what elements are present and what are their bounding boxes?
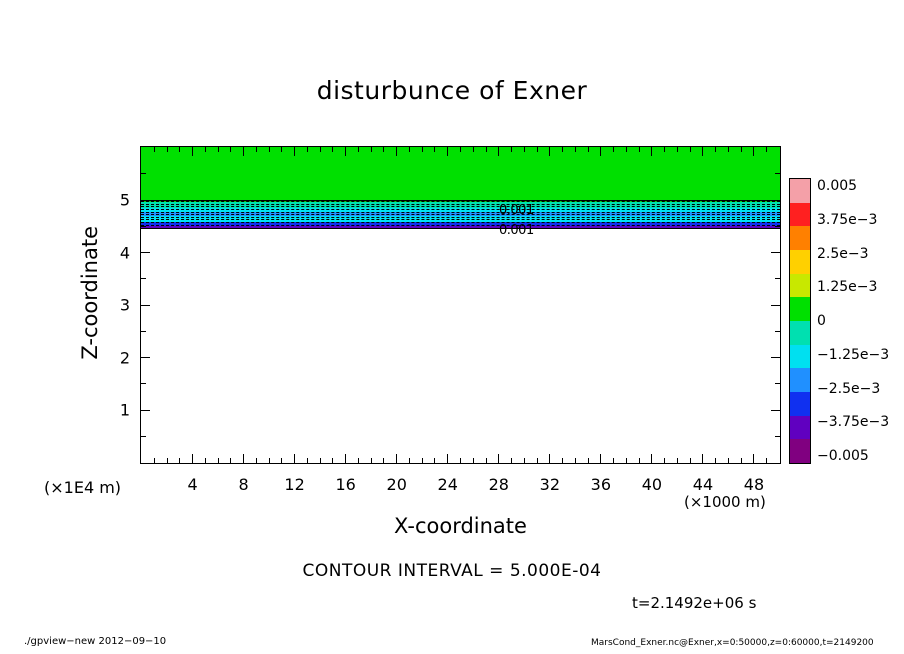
x-tick-top <box>549 147 550 156</box>
colorbar-tick-label: 2.5e−3 <box>817 245 869 262</box>
x-tick <box>537 458 538 463</box>
colorbar-cell <box>790 321 810 345</box>
chart-title: disturbunce of Exner <box>316 76 588 105</box>
x-tick <box>345 454 346 463</box>
y-tick-right <box>771 252 780 253</box>
x-tick-top <box>409 147 410 152</box>
x-tick <box>243 454 244 463</box>
x-tick <box>167 458 168 463</box>
x-tick <box>753 454 754 463</box>
x-tick <box>205 458 206 463</box>
x-tick <box>677 458 678 463</box>
colorbar-cell <box>790 179 810 203</box>
colorbar-cell <box>790 274 810 298</box>
x-tick-top <box>702 147 703 156</box>
contour-line <box>141 204 780 205</box>
x-tick <box>192 454 193 463</box>
x-tick <box>766 458 767 463</box>
x-tick <box>447 454 448 463</box>
y-tick <box>141 331 146 332</box>
x-tick-label: 28 <box>488 475 509 494</box>
x-tick <box>473 458 474 463</box>
contour-interval-text: CONTOUR INTERVAL = 5.000E-04 <box>302 561 602 581</box>
x-tick-top <box>396 147 397 156</box>
contour-label-lower: 0.001 <box>499 223 534 238</box>
colorbar-cell <box>790 203 810 227</box>
y-tick-right <box>775 331 780 332</box>
x-tick-top <box>281 147 282 152</box>
x-tick-top <box>600 147 601 156</box>
x-tick <box>702 454 703 463</box>
x-tick-top <box>741 147 742 152</box>
x-tick <box>651 454 652 463</box>
x-tick-top <box>486 147 487 152</box>
contour-line <box>141 214 780 215</box>
y-tick <box>141 410 150 411</box>
x-tick-top <box>728 147 729 152</box>
x-tick <box>256 458 257 463</box>
x-tick-top <box>218 147 219 152</box>
x-axis-title: X-coordinate <box>394 514 527 538</box>
fill-band <box>141 229 780 462</box>
colorbar-cell <box>790 392 810 416</box>
x-tick <box>613 458 614 463</box>
x-tick <box>498 454 499 463</box>
x-tick-top <box>690 147 691 152</box>
y-tick <box>141 226 146 227</box>
x-tick <box>741 458 742 463</box>
x-tick <box>524 458 525 463</box>
y-tick <box>141 436 146 437</box>
x-tick <box>269 458 270 463</box>
y-tick-right <box>775 436 780 437</box>
y-tick <box>141 357 150 358</box>
colorbar-tick-label: −0.005 <box>817 448 869 464</box>
colorbar-tick-label: −1.25e−3 <box>817 346 890 363</box>
x-tick <box>486 458 487 463</box>
x-tick-top <box>651 147 652 156</box>
x-tick-top <box>473 147 474 152</box>
x-tick-top <box>498 147 499 156</box>
y-axis-title: Z-coordinate <box>78 226 102 360</box>
x-tick <box>664 458 665 463</box>
x-tick-label: 24 <box>437 475 458 494</box>
x-tick-top <box>269 147 270 152</box>
contour-line <box>141 209 780 210</box>
colorbar-cell <box>790 439 810 463</box>
colorbar-tick-label: 0 <box>817 313 826 329</box>
x-tick-top <box>422 147 423 152</box>
x-tick <box>690 458 691 463</box>
x-tick-top <box>179 147 180 152</box>
x-tick-top <box>562 147 563 152</box>
y-tick-label: 1 <box>119 400 130 420</box>
x-tick-label: 40 <box>641 475 663 494</box>
x-tick-label: 48 <box>743 475 765 494</box>
y-tick-label: 5 <box>119 190 130 210</box>
colorbar-cell <box>790 416 810 440</box>
x-tick-label: 8 <box>238 475 249 494</box>
x-axis-units: (×1000 m) <box>684 493 766 511</box>
contour-line <box>141 212 780 213</box>
x-tick <box>358 458 359 463</box>
colorbar-tick-label: −2.5e−3 <box>817 380 881 397</box>
x-tick <box>281 458 282 463</box>
y-tick <box>141 252 150 253</box>
x-tick-top <box>575 147 576 152</box>
x-tick-top <box>753 147 754 156</box>
y-tick-right <box>775 173 780 174</box>
x-tick-top <box>639 147 640 152</box>
footer-left-text: ./gpview−new 2012−09−10 <box>24 636 167 647</box>
colorbar-cell <box>790 345 810 369</box>
x-tick-top <box>766 147 767 152</box>
x-tick <box>371 458 372 463</box>
contour-line <box>141 222 780 223</box>
x-tick <box>422 458 423 463</box>
contour-line-solid <box>141 228 780 229</box>
x-tick <box>383 458 384 463</box>
x-tick <box>154 458 155 463</box>
plot-area <box>140 146 781 464</box>
x-tick-label: 16 <box>335 475 356 494</box>
colorbar-labels <box>817 178 897 464</box>
fill-band <box>141 147 780 184</box>
x-tick <box>511 458 512 463</box>
contour-line <box>141 217 780 218</box>
y-tick-right <box>771 410 780 411</box>
x-tick <box>728 458 729 463</box>
x-tick-top <box>613 147 614 152</box>
y-tick <box>141 383 146 384</box>
contour-line <box>141 219 780 220</box>
x-tick-top <box>460 147 461 152</box>
y-tick <box>141 278 146 279</box>
y-axis-title-wrapper <box>78 226 100 426</box>
y-tick-right <box>771 305 780 306</box>
x-tick-top <box>537 147 538 152</box>
x-tick-label: 32 <box>539 475 560 494</box>
x-tick <box>307 458 308 463</box>
contour-label-upper: 0.001 <box>499 203 534 218</box>
x-tick-top <box>447 147 448 156</box>
y-tick-right <box>775 278 780 279</box>
y-tick <box>141 173 146 174</box>
x-tick <box>230 458 231 463</box>
time-stamp: t=2.1492e+06 s <box>632 594 757 612</box>
x-tick <box>575 458 576 463</box>
x-tick-label: 20 <box>386 475 407 494</box>
x-tick <box>460 458 461 463</box>
colorbar-tick-label: 3.75e−3 <box>817 211 878 228</box>
x-tick-top <box>677 147 678 152</box>
x-tick-top <box>345 147 346 156</box>
x-tick-top <box>371 147 372 152</box>
colorbar-cell <box>790 297 810 321</box>
x-tick-top <box>383 147 384 152</box>
y-tick <box>141 200 150 201</box>
colorbar-tick-label: −3.75e−3 <box>817 414 890 431</box>
colorbar-cell <box>790 226 810 250</box>
colorbar-cell <box>790 250 810 274</box>
x-tick-top <box>511 147 512 152</box>
footer-right-text: MarsCond_Exner.nc@Exner,x=0:50000,z=0:60000,t=2149200 <box>591 638 874 648</box>
contour-line <box>141 201 780 202</box>
x-tick <box>639 458 640 463</box>
x-tick <box>332 458 333 463</box>
x-tick-top <box>320 147 321 152</box>
x-tick-top <box>256 147 257 152</box>
x-tick-top <box>307 147 308 152</box>
contour-line-solid <box>141 200 780 201</box>
x-tick <box>549 454 550 463</box>
x-tick-top <box>588 147 589 152</box>
x-tick-top <box>664 147 665 152</box>
y-axis-units: (×1E4 m) <box>44 478 122 497</box>
x-tick-top <box>358 147 359 152</box>
x-tick <box>588 458 589 463</box>
x-tick-top <box>294 147 295 156</box>
x-tick <box>626 458 627 463</box>
y-tick-right <box>775 383 780 384</box>
x-tick <box>320 458 321 463</box>
x-tick-top <box>332 147 333 152</box>
x-tick-top <box>715 147 716 152</box>
colorbar-tick-label: 0.005 <box>817 178 858 194</box>
x-tick <box>434 458 435 463</box>
x-tick-top <box>167 147 168 152</box>
x-tick-top <box>243 147 244 156</box>
x-tick-label: 36 <box>590 475 612 494</box>
x-tick <box>179 458 180 463</box>
contour-line <box>141 206 780 207</box>
x-tick-top <box>434 147 435 152</box>
x-tick <box>600 454 601 463</box>
x-tick-label: 12 <box>284 475 305 494</box>
x-tick <box>396 454 397 463</box>
y-tick-right <box>775 226 780 227</box>
x-tick-label: 44 <box>692 475 714 494</box>
y-tick-label: 4 <box>119 243 130 262</box>
y-tick-right <box>771 357 780 358</box>
x-tick-top <box>154 147 155 152</box>
colorbar-cell <box>790 368 810 392</box>
y-tick <box>141 305 150 306</box>
x-tick <box>294 454 295 463</box>
x-tick <box>715 458 716 463</box>
colorbar <box>789 178 811 464</box>
y-tick-label: 3 <box>119 295 130 315</box>
x-tick-top <box>192 147 193 156</box>
x-tick <box>562 458 563 463</box>
x-tick-label: 4 <box>187 475 198 494</box>
contour-line <box>141 225 780 226</box>
x-tick <box>409 458 410 463</box>
x-tick-top <box>626 147 627 152</box>
x-tick-top <box>524 147 525 152</box>
x-tick <box>218 458 219 463</box>
colorbar-tick-label: 1.25e−3 <box>817 279 878 296</box>
x-tick-top <box>230 147 231 152</box>
y-tick-right <box>771 200 780 201</box>
y-tick-label: 2 <box>119 348 130 367</box>
x-tick-top <box>205 147 206 152</box>
